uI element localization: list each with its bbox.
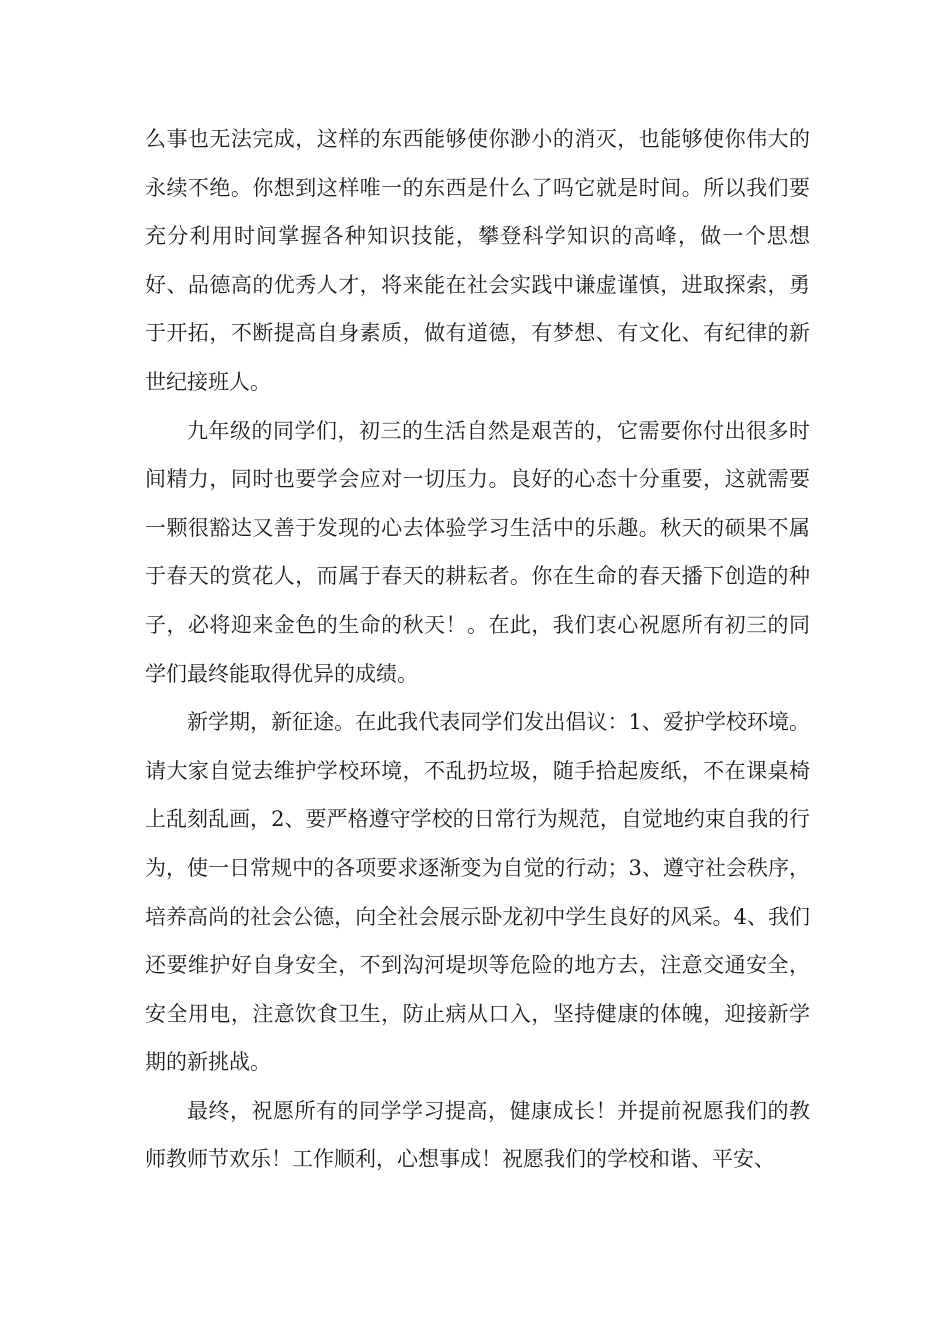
document-body — [145, 115, 810, 1184]
paragraph-time: 么事也无法完成，这样的东西能够使你渺小的消灭，也能够使你伟大的永续不绝。你想到这样唯一的东西是什么了吗它就是时间。所以我们要充分利用时间掌握各种知识技能，攀登科学知识的高峰，做一个思想好、品德高的优秀人才，将来能在社会实践中谦虚谨慎，进取探索，勇于开拓，不断提高自身素质，做有道德，有梦想、有文化、有纪律的新世纪接班人。 — [145, 127, 810, 394]
paragraph-grade-nine: 九年级的同学们，初三的生活自然是艰苦的，它需要你付出很多时间精力，同时也要学会应对一切压力。良好的心态十分重要，这就需要一颗很豁达又善于发现的心去体验学习生活中的乐趣。秋天的硕果不属于春天的赏花人，而属于春天的耕耘者。你在生命的春天播下创造的种子，必将迎来金色的生命的秋天！。在此，我们衷心祝愿所有初三的同学们最终能取得优异的成绩。 — [145, 418, 810, 686]
paragraph-proposal: 新学期，新征途。在此我代表同学们发出倡议：1、爱护学校环境。请大家自觉去维护学校环境，不乱扔垃圾，随手拾起废纸，不在课桌椅上乱刻乱画，2、要严格遵守学校的日常行为规范，自觉地约束自我的行为，使一日常规中的各项要求逐渐变为自觉的行动；3、遵守社会秩序，培养高尚的社会公德，向全社会展示卧龙初中学生良好的风采。4、我们还要维护好自身安全，不到沟河堤坝等危险的地方去，注意交通安全，安全用电，注意饮食卫生，防止病从口入，坚持健康的体魄，迎接新学期的新挑战。 — [145, 710, 810, 1075]
paragraph-wishes: 最终，祝愿所有的同学学习提高，健康成长！并提前祝愿我们的教师教师节欢乐！工作顺利，心想事成！祝愿我们的学校和谐、平安、 — [145, 1098, 810, 1172]
